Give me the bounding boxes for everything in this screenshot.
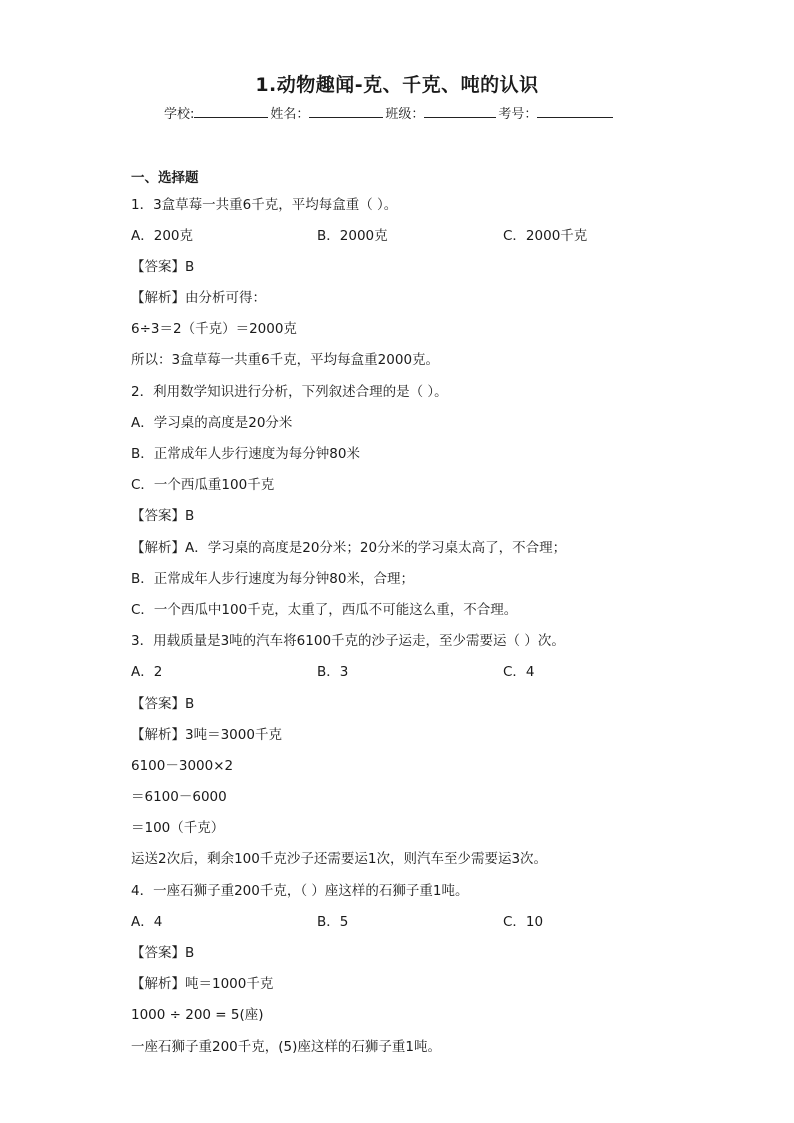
question-4-option-c: C．10 — [503, 914, 544, 930]
question-2-analysis-line: 【解析】A．学习桌的高度是20分米；20分米的学习桌太高了，不合理； — [131, 540, 567, 556]
class-label: 班级： — [385, 107, 425, 122]
question-3-analysis-line: 【解析】3吨＝3000千克 — [131, 727, 282, 743]
question-3-analysis-line: ＝6100－6000 — [131, 789, 227, 805]
question-4-option-a: A．4 — [131, 914, 163, 930]
question-1-option-c: C．2000千克 — [503, 228, 588, 244]
question-2-analysis-line: C．一个西瓜中100千克，太重了，西瓜不可能这么重，不合理。 — [131, 602, 518, 618]
question-3-stem: 3．用载质量是3吨的汽车将6100千克的沙子运走，至少需要运（ ）次。 — [131, 633, 565, 649]
question-2-analysis-line: B．正常成年人步行速度为每分钟80米，合理； — [131, 571, 414, 587]
name-blank[interactable] — [309, 103, 383, 118]
question-2-option-a: A．学习桌的高度是20分米 — [131, 415, 293, 431]
question-4-stem: 4．一座石狮子重200千克，（ ）座这样的石狮子重1吨。 — [131, 883, 469, 899]
question-1-stem: 1．3盒草莓一共重6千克，平均每盒重（ ）。 — [131, 197, 398, 213]
question-1-analysis-line: 6÷3＝2（千克）＝2000克 — [131, 321, 297, 337]
school-blank[interactable] — [194, 103, 268, 118]
student-info-line — [164, 103, 615, 122]
question-1-option-b: B．2000克 — [317, 228, 388, 244]
question-2-option-b: B．正常成年人步行速度为每分钟80米 — [131, 446, 360, 462]
question-1-analysis-line: 所以：3盒草莓一共重6千克，平均每盒重2000克。 — [131, 352, 440, 368]
school-label: 学校: — [164, 107, 195, 122]
number-label: 考号： — [498, 107, 538, 122]
question-2-option-c: C．一个西瓜重100千克 — [131, 477, 275, 493]
question-4-option-b: B．5 — [317, 914, 349, 930]
section-title: 一、选择题 — [131, 170, 199, 186]
name-label: 姓名： — [270, 107, 310, 122]
question-3-option-c: C．4 — [503, 664, 535, 680]
question-2-answer: 【答案】B — [131, 508, 195, 524]
question-4-analysis-line: 1000 ÷ 200 = 5(座) — [131, 1007, 264, 1023]
question-4-analysis-line: 【解析】吨＝1000千克 — [131, 976, 274, 992]
question-3-analysis-line: 运送2次后，剩余100千克沙子还需要运1次，则汽车至少需要运3次。 — [131, 851, 548, 867]
question-4-analysis-line: 一座石狮子重200千克，(5)座这样的石狮子重1吨。 — [131, 1039, 441, 1055]
class-blank[interactable] — [424, 103, 496, 118]
question-3-answer: 【答案】B — [131, 696, 195, 712]
number-blank[interactable] — [537, 103, 613, 118]
question-3-analysis-line: 6100－3000×2 — [131, 758, 234, 774]
question-2-stem: 2．利用数学知识进行分析，下列叙述合理的是（ ）。 — [131, 384, 448, 400]
question-1-option-a: A．200克 — [131, 228, 194, 244]
question-3-option-a: A．2 — [131, 664, 163, 680]
page-title: 1.动物趣闻-克、千克、吨的认识 — [255, 74, 539, 96]
question-1-analysis-line: 【解析】由分析可得： — [131, 290, 266, 306]
question-3-option-b: B．3 — [317, 664, 349, 680]
question-1-answer: 【答案】B — [131, 259, 195, 275]
question-4-answer: 【答案】B — [131, 945, 195, 961]
question-3-analysis-line: ＝100（千克） — [131, 820, 225, 836]
